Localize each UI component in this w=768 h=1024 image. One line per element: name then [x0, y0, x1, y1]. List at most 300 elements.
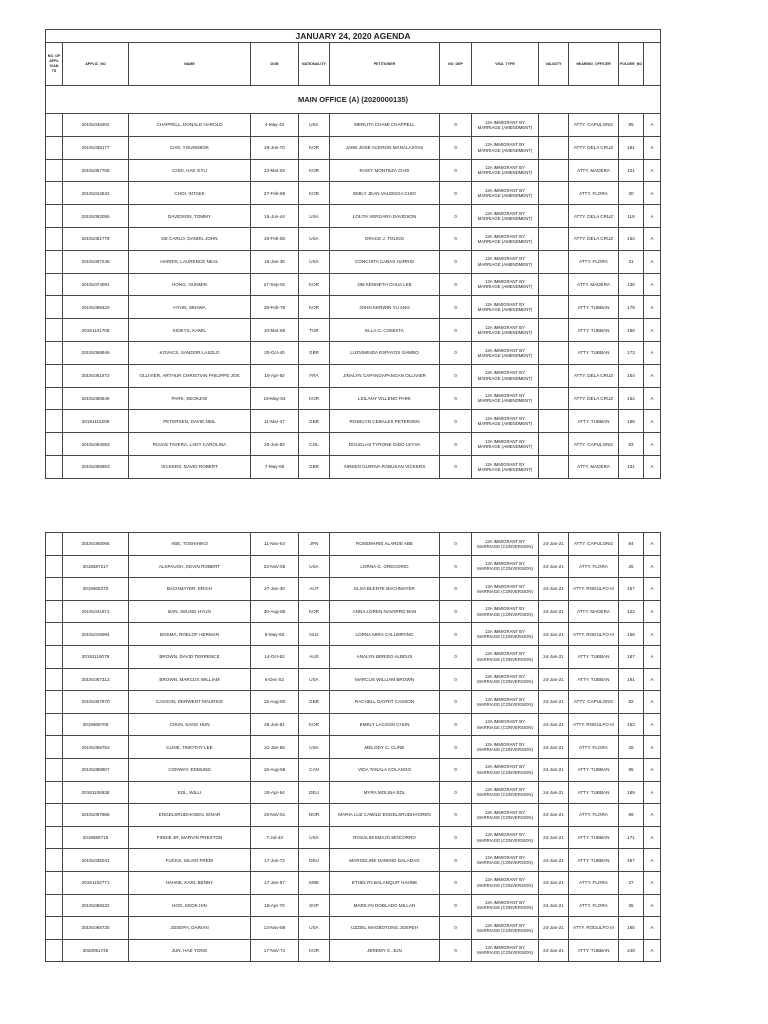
no-dep-cell: 0	[440, 939, 472, 962]
visa-type-cell: 13A IMMIGRANT BY MARRIAGE (AMENDMENT)	[472, 296, 539, 319]
no-dep-cell: 0	[440, 623, 472, 646]
visa-type-cell: 13A IMMIGRANT BY MARRIAGE (CONVERSION)	[472, 600, 539, 623]
name-cell: ROJAS TAVERA, LADY CAROLINA	[129, 433, 251, 456]
agenda-table-conversion	[45, 532, 660, 962]
hearing-officer-cell: ATTY. FLORA	[569, 894, 619, 917]
status-cell: A	[644, 555, 661, 578]
table-row	[46, 364, 661, 387]
no-dep-cell: 0	[440, 319, 472, 342]
status-cell: A	[644, 410, 661, 433]
nationality-cell: USA	[299, 736, 330, 759]
dob-cell: 7-May-58	[251, 455, 299, 478]
visa-type-cell: 13A IMMIGRANT BY MARRIAGE (AMENDMENT)	[472, 455, 539, 478]
name-cell: JUN, HAE YONG	[129, 939, 251, 962]
nationality-cell: AUT	[299, 578, 330, 601]
visa-type-cell: 13A IMMIGRANT BY MARRIAGE (AMENDMENT)	[472, 387, 539, 410]
status-cell: A	[644, 227, 661, 250]
hearing-officer-cell: ATTY. TUBBAN	[569, 939, 619, 962]
petitioner-cell: LOLITA VERGARA DAVIDSON	[330, 205, 440, 228]
applic-no-cell: 2019605370	[63, 578, 129, 601]
status-cell: A	[644, 691, 661, 714]
petitioner-cell: MYRA MOLINA EDL	[330, 781, 440, 804]
status-cell: A	[644, 533, 661, 556]
no-dep-cell: 0	[440, 227, 472, 250]
applic-no-cell: 20191106536	[63, 781, 129, 804]
nationality-cell: DEU	[299, 849, 330, 872]
hearing-officer-cell: ATTY. MADERA	[569, 159, 619, 182]
no-dep-cell: 0	[440, 533, 472, 556]
name-cell: CHUN, SANG HUN	[129, 713, 251, 736]
nationality-cell: KOR	[299, 182, 330, 205]
hearing-officer-cell: ATTY. TUBBAN	[569, 319, 619, 342]
name-cell: BACHMAYER, ERICH	[129, 578, 251, 601]
nationality-cell: CAN	[299, 758, 330, 781]
validity-cell: 24-Jan-21	[539, 939, 569, 962]
no-dep-cell: 0	[440, 182, 472, 205]
petitioner-cell: VIDA TANALA COLANGO	[330, 758, 440, 781]
validity-cell	[539, 182, 569, 205]
hearing-officer-cell: ATTY. TUBBAN	[569, 758, 619, 781]
validity-cell: 24-Jan-21	[539, 849, 569, 872]
name-cell: ALSPAUGH, KEVIN ROBERT	[129, 555, 251, 578]
no-dep-cell: 0	[440, 600, 472, 623]
count-cell	[46, 758, 63, 781]
hearing-officer-cell: ATTY. RODULFO III	[569, 623, 619, 646]
applic-no-cell: 20191065730	[63, 917, 129, 940]
hearing-officer-cell: ATTY. CAPULONG	[569, 691, 619, 714]
status-cell: A	[644, 736, 661, 759]
table-row	[46, 227, 661, 250]
validity-cell	[539, 387, 569, 410]
name-cell: PETERSEN, DAVID NEIL	[129, 410, 251, 433]
hearing-officer-cell: ATTY. RODULFO III	[569, 917, 619, 940]
nationality-cell: SWE	[299, 871, 330, 894]
count-cell	[46, 455, 63, 478]
dob-cell: 26-Jun-61	[251, 713, 299, 736]
dob-cell: 18-Aug-58	[251, 758, 299, 781]
status-cell: A	[644, 871, 661, 894]
hearing-officer-cell: ATTY. FLORA	[569, 182, 619, 205]
visa-type-cell: 13A IMMIGRANT BY MARRIAGE (AMENDMENT)	[472, 114, 539, 137]
table-row	[46, 939, 661, 962]
visa-type-cell: 13A IMMIGRANT BY MARRIAGE (AMENDMENT)	[472, 205, 539, 228]
dob-cell: 20-Oct-40	[251, 341, 299, 364]
column-header: HEARING_OFFICER	[569, 43, 619, 86]
name-cell: ENGELSRUDHAGEN, EINAR	[129, 804, 251, 827]
folder-no-cell: 85	[619, 114, 644, 137]
applic-no-cell: 20191035177	[63, 136, 129, 159]
name-cell: HARRIS, LAURENCE NEAL	[129, 250, 251, 273]
validity-cell: 24-Jan-21	[539, 871, 569, 894]
nationality-cell: KOR	[299, 273, 330, 296]
agenda-table-amendment	[45, 29, 660, 479]
table-row	[46, 849, 661, 872]
no-dep-cell: 0	[440, 364, 472, 387]
name-cell: HOO, KEOK HIN	[129, 894, 251, 917]
folder-no-cell: 187	[619, 645, 644, 668]
folder-no-cell: 165	[619, 917, 644, 940]
petitioner-cell: UZZIEL MAGBOTONG JOSPEH	[330, 917, 440, 940]
name-cell: DAVIDSON, TOMMY	[129, 205, 251, 228]
name-cell: DE CARLO, DANIEL JOHN	[129, 227, 251, 250]
folder-no-cell: 180	[619, 319, 644, 342]
table-row	[46, 159, 661, 182]
dob-cell: 14-Oct-62	[251, 645, 299, 668]
table-row	[46, 250, 661, 273]
name-cell: CHOI, INTAEK	[129, 182, 251, 205]
count-cell	[46, 849, 63, 872]
no-dep-cell: 0	[440, 387, 472, 410]
count-cell	[46, 205, 63, 228]
count-cell	[46, 136, 63, 159]
dob-cell: 10-Apr-92	[251, 364, 299, 387]
no-dep-cell: 0	[440, 250, 472, 273]
validity-cell	[539, 364, 569, 387]
dob-cell: 26-Jun-70	[251, 136, 299, 159]
folder-no-cell: 122	[619, 600, 644, 623]
table-row	[46, 736, 661, 759]
dob-cell: 6-Dec-52	[251, 668, 299, 691]
status-cell: A	[644, 250, 661, 273]
visa-type-cell: 13A IMMIGRANT BY MARRIAGE (AMENDMENT)	[472, 227, 539, 250]
dob-cell: 17-Jun-72	[251, 849, 299, 872]
nationality-cell: USA	[299, 227, 330, 250]
folder-no-cell: 467	[619, 849, 644, 872]
visa-type-cell: 13A IMMIGRANT BY MARRIAGE (CONVERSION)	[472, 871, 539, 894]
nationality-cell: USA	[299, 114, 330, 137]
visa-type-cell: 13A IMMIGRANT BY MARRIAGE (AMENDMENT)	[472, 364, 539, 387]
visa-type-cell: 13A IMMIGRANT BY MARRIAGE (CONVERSION)	[472, 917, 539, 940]
dob-cell: 17-Jan-57	[251, 871, 299, 894]
nationality-cell: NOR	[299, 804, 330, 827]
visa-type-cell: 13A IMMIGRANT BY MARRIAGE (CONVERSION)	[472, 578, 539, 601]
hearing-officer-cell: ATTY. RODULFO III	[569, 713, 619, 736]
validity-cell	[539, 159, 569, 182]
petitioner-cell: EMILY JEAN VALENCIA CHOI	[330, 182, 440, 205]
dob-cell: 19-Jan-45	[251, 250, 299, 273]
name-cell: PARK, SEOKJAE	[129, 387, 251, 410]
no-dep-cell: 0	[440, 758, 472, 781]
count-cell	[46, 533, 63, 556]
count-cell	[46, 410, 63, 433]
applic-no-cell: 20191097246	[63, 250, 129, 273]
visa-type-cell: 13A IMMIGRANT BY MARRIAGE (AMENDMENT)	[472, 341, 539, 364]
status-cell: A	[644, 455, 661, 478]
no-dep-cell: 0	[440, 826, 472, 849]
dob-cell: 17-Nov-71	[251, 939, 299, 962]
petitioner-cell: JANE JOSE ACERON MANALASTAS	[330, 136, 440, 159]
dob-cell: 11-Mar-47	[251, 410, 299, 433]
nationality-cell: DEU	[299, 781, 330, 804]
validity-cell: 24-Jan-21	[539, 645, 569, 668]
validity-cell: 24-Jan-21	[539, 758, 569, 781]
validity-cell	[539, 296, 569, 319]
validity-cell	[539, 341, 569, 364]
nationality-cell: KOR	[299, 600, 330, 623]
count-cell	[46, 159, 63, 182]
applic-no-cell: 20191045302	[63, 114, 129, 137]
table-row	[46, 205, 661, 228]
visa-type-cell: 13A IMMIGRANT BY MARRIAGE (CONVERSION)	[472, 645, 539, 668]
status-cell: A	[644, 341, 661, 364]
validity-cell	[539, 319, 569, 342]
hearing-officer-cell: ATTY. DELA CRUZ	[569, 364, 619, 387]
applic-no-cell: 20191018094	[63, 623, 129, 646]
applic-no-cell: 2020051745	[63, 939, 129, 962]
visa-type-cell: 13A IMMIGRANT BY MARRIAGE (CONVERSION)	[472, 555, 539, 578]
count-cell	[46, 668, 63, 691]
name-cell: CASSON, DERWENT MAURICE	[129, 691, 251, 714]
validity-cell: 24-Jan-21	[539, 623, 569, 646]
visa-type-cell: 13A IMMIGRANT BY MARRIAGE (CONVERSION)	[472, 939, 539, 962]
visa-type-cell: 13A IMMIGRANT BY MARRIAGE (AMENDMENT)	[472, 433, 539, 456]
dob-cell: 19-Nov-51	[251, 804, 299, 827]
hearing-officer-cell: ATTY. TUBBAN	[569, 826, 619, 849]
table-row	[46, 114, 661, 137]
nationality-cell: AUS	[299, 645, 330, 668]
count-cell	[46, 804, 63, 827]
visa-type-cell: 13A IMMIGRANT BY MARRIAGE (CONVERSION)	[472, 894, 539, 917]
applic-no-cell: 20191068846	[63, 341, 129, 364]
petitioner-cell: JEREMY C. JUN	[330, 939, 440, 962]
table-row	[46, 713, 661, 736]
applic-no-cell: 20191041971	[63, 600, 129, 623]
name-cell: JOSEPH, DARIAN	[129, 917, 251, 940]
hearing-officer-cell: ATTY. TUBBAN	[569, 668, 619, 691]
validity-cell: 24-Jan-21	[539, 533, 569, 556]
visa-type-cell: 13A IMMIGRANT BY MARRIAGE (CONVERSION)	[472, 713, 539, 736]
nationality-cell: KOR	[299, 387, 330, 410]
applic-no-cell: 20191051778	[63, 227, 129, 250]
validity-cell	[539, 136, 569, 159]
no-dep-cell: 0	[440, 205, 472, 228]
table-row	[46, 341, 661, 364]
hearing-officer-cell: ATTY. MADERA	[569, 455, 619, 478]
hearing-officer-cell: ATTY. RODULFO III	[569, 578, 619, 601]
applic-no-cell: 2019605706	[63, 713, 129, 736]
count-cell	[46, 691, 63, 714]
section-heading: MAIN OFFICE (A) (2020000135)	[46, 86, 661, 114]
hearing-officer-cell: ATTY. TUBBAN	[569, 849, 619, 872]
applic-no-cell: 20191098232	[63, 894, 129, 917]
hearing-officer-cell: ATTY. TUBBAN	[569, 645, 619, 668]
dob-cell: 15-Feb-60	[251, 227, 299, 250]
count-cell	[46, 623, 63, 646]
name-cell: FUCKS, SILVIO FREDI	[129, 849, 251, 872]
count-cell	[46, 645, 63, 668]
status-cell: A	[644, 600, 661, 623]
count-cell	[46, 917, 63, 940]
visa-type-cell: 13A IMMIGRANT BY MARRIAGE (CONVERSION)	[472, 758, 539, 781]
hearing-officer-cell: ATTY. TUBBAN	[569, 781, 619, 804]
no-dep-cell: 0	[440, 296, 472, 319]
applic-no-cell: 20191082055	[63, 205, 129, 228]
status-cell: A	[644, 781, 661, 804]
dob-cell: 27-Jan-40	[251, 578, 299, 601]
status-cell: A	[644, 758, 661, 781]
validity-cell	[539, 455, 569, 478]
name-cell: KOVACS, SANDOR LASZLO	[129, 341, 251, 364]
table-row	[46, 917, 661, 940]
table-row	[46, 781, 661, 804]
table-row	[46, 871, 661, 894]
table-row	[46, 533, 661, 556]
nationality-cell: KOR	[299, 159, 330, 182]
folder-no-cell: 30	[619, 182, 644, 205]
dob-cell: 10-Mar-68	[251, 319, 299, 342]
applic-no-cell: 20191116078	[63, 645, 129, 668]
hearing-officer-cell: ATTY. CAPULONG	[569, 433, 619, 456]
table-row	[46, 645, 661, 668]
hearing-officer-cell: ATTY. TUBBAN	[569, 341, 619, 364]
petitioner-cell: ANALYN BERISO ALBEUS	[330, 645, 440, 668]
folder-no-cell: 121	[619, 159, 644, 182]
folder-no-cell: 99	[619, 804, 644, 827]
applic-no-cell: 20191101706	[63, 319, 129, 342]
no-dep-cell: 0	[440, 341, 472, 364]
hearing-officer-cell: ATTY. MADERA	[569, 273, 619, 296]
applic-no-cell: 20191088907	[63, 758, 129, 781]
table-row	[46, 136, 661, 159]
dob-cell: 31-Jan-58	[251, 736, 299, 759]
applic-no-cell: 20191042542	[63, 182, 129, 205]
nationality-cell: GBR	[299, 341, 330, 364]
folder-no-cell: 152	[619, 387, 644, 410]
petitioner-cell: LUZVIMINDA ESPAYOS GAMBO	[330, 341, 440, 364]
column-header: VALIDITY	[539, 43, 569, 86]
status-cell: A	[644, 623, 661, 646]
name-cell: EDL, WILLI	[129, 781, 251, 804]
status-cell: A	[644, 645, 661, 668]
folder-no-cell: 28	[619, 736, 644, 759]
hearing-officer-cell: ATTY. FLORA	[569, 736, 619, 759]
folder-no-cell: 130	[619, 273, 644, 296]
name-cell: FIDDIE JR, MARVIN PRESTON	[129, 826, 251, 849]
name-cell: CHAPPELL, DONALD HAROLD	[129, 114, 251, 137]
hearing-officer-cell: ATTY. CAPULONG	[569, 114, 619, 137]
petitioner-cell: MARGELINE DAWING DALADAG	[330, 849, 440, 872]
count-cell	[46, 387, 63, 410]
count-cell	[46, 273, 63, 296]
no-dep-cell: 0	[440, 578, 472, 601]
table-row	[46, 804, 661, 827]
applic-no-cell: 20191068066	[63, 533, 129, 556]
applic-no-cell: 20191087313	[63, 668, 129, 691]
count-cell	[46, 871, 63, 894]
folder-no-cell: 82	[619, 691, 644, 714]
table-row	[46, 455, 661, 478]
folder-no-cell: 27	[619, 871, 644, 894]
status-cell: A	[644, 826, 661, 849]
validity-cell: 24-Jan-21	[539, 600, 569, 623]
validity-cell: 24-Jan-21	[539, 691, 569, 714]
validity-cell	[539, 114, 569, 137]
dob-cell: 22-Nov-55	[251, 555, 299, 578]
column-header: DOB	[251, 43, 299, 86]
status-cell: A	[644, 205, 661, 228]
petitioner-cell: JIM KENNETH CHUA LEE	[330, 273, 440, 296]
no-dep-cell: 0	[440, 917, 472, 940]
count-cell	[46, 182, 63, 205]
petitioner-cell: LEILANY VILLENO PARK	[330, 387, 440, 410]
folder-no-cell: 189	[619, 781, 644, 804]
folder-no-cell: 25	[619, 555, 644, 578]
petitioner-cell: RAISY MONTEZA CHOI	[330, 159, 440, 182]
column-header	[644, 43, 661, 86]
status-cell: A	[644, 387, 661, 410]
petitioner-cell: MARCUS WILLIAM BROWN	[330, 668, 440, 691]
nationality-cell: KOR	[299, 136, 330, 159]
name-cell: BROWN, MARCUS WILLIAM	[129, 668, 251, 691]
table-row	[46, 555, 661, 578]
no-dep-cell: 0	[440, 668, 472, 691]
table-row	[46, 623, 661, 646]
count-cell	[46, 341, 63, 364]
nationality-cell: USA	[299, 826, 330, 849]
validity-cell	[539, 433, 569, 456]
count-cell	[46, 555, 63, 578]
nationality-cell: USA	[299, 917, 330, 940]
column-header: FOLDER_NO	[619, 43, 644, 86]
nationality-cell: GBR	[299, 455, 330, 478]
name-cell: CLINE, TIMOTHY LEE	[129, 736, 251, 759]
name-cell: HYUN, SEHWA	[129, 296, 251, 319]
hearing-officer-cell: ATTY. MADERA	[569, 600, 619, 623]
folder-no-cell: 181	[619, 136, 644, 159]
table-row	[46, 273, 661, 296]
petitioner-cell: RACHELL DAYRIT CASSON	[330, 691, 440, 714]
column-header-row	[46, 43, 661, 86]
table-row	[46, 387, 661, 410]
folder-no-cell: 35	[619, 894, 644, 917]
table-row	[46, 668, 661, 691]
petitioner-cell: DOUGLAS TYRONE GIDO LEYVA	[330, 433, 440, 456]
dob-cell: 19-May-63	[251, 387, 299, 410]
count-cell	[46, 250, 63, 273]
status-cell: A	[644, 319, 661, 342]
applic-no-cell: 2018587217	[63, 555, 129, 578]
petitioner-cell: JINALYN CAPANGAPANGAN OLLIVIER	[330, 364, 440, 387]
folder-no-cell: 153	[619, 227, 644, 250]
applic-no-cell: 20191086846	[63, 387, 129, 410]
no-dep-cell: 0	[440, 691, 472, 714]
count-cell	[46, 296, 63, 319]
validity-cell: 24-Jan-21	[539, 713, 569, 736]
applic-no-cell: 20191074091	[63, 273, 129, 296]
folder-no-cell: 154	[619, 364, 644, 387]
visa-type-cell: 13A IMMIGRANT BY MARRIAGE (AMENDMENT)	[472, 250, 539, 273]
nationality-cell: JPN	[299, 533, 330, 556]
status-cell: A	[644, 433, 661, 456]
nationality-cell: COL	[299, 433, 330, 456]
hearing-officer-cell: ATTY. DELA CRUZ	[569, 387, 619, 410]
table-row	[46, 319, 661, 342]
petitioner-cell: MARILYN DOBLADO MILLAN	[330, 894, 440, 917]
status-cell: A	[644, 182, 661, 205]
petitioner-cell: ELSA BLENTE BACHMAYER	[330, 578, 440, 601]
folder-no-cell: 119	[619, 205, 644, 228]
table-row	[46, 433, 661, 456]
validity-cell: 24-Jan-21	[539, 917, 569, 940]
dob-cell: 20-Jun-82	[251, 433, 299, 456]
petitioner-cell: ANNA LOREN NAVARRO BAN	[330, 600, 440, 623]
petitioner-cell: MARIA LUZ CAWILE ENGELSRUDHAGREN	[330, 804, 440, 827]
nationality-cell: SGP	[299, 894, 330, 917]
nationality-cell: USA	[299, 555, 330, 578]
petitioner-cell: ROSELYN CEBALES PETERSEN	[330, 410, 440, 433]
column-header: VISA_TYPE	[472, 43, 539, 86]
petitioner-cell: MERLITA CHAMI CHAPPELL	[330, 114, 440, 137]
